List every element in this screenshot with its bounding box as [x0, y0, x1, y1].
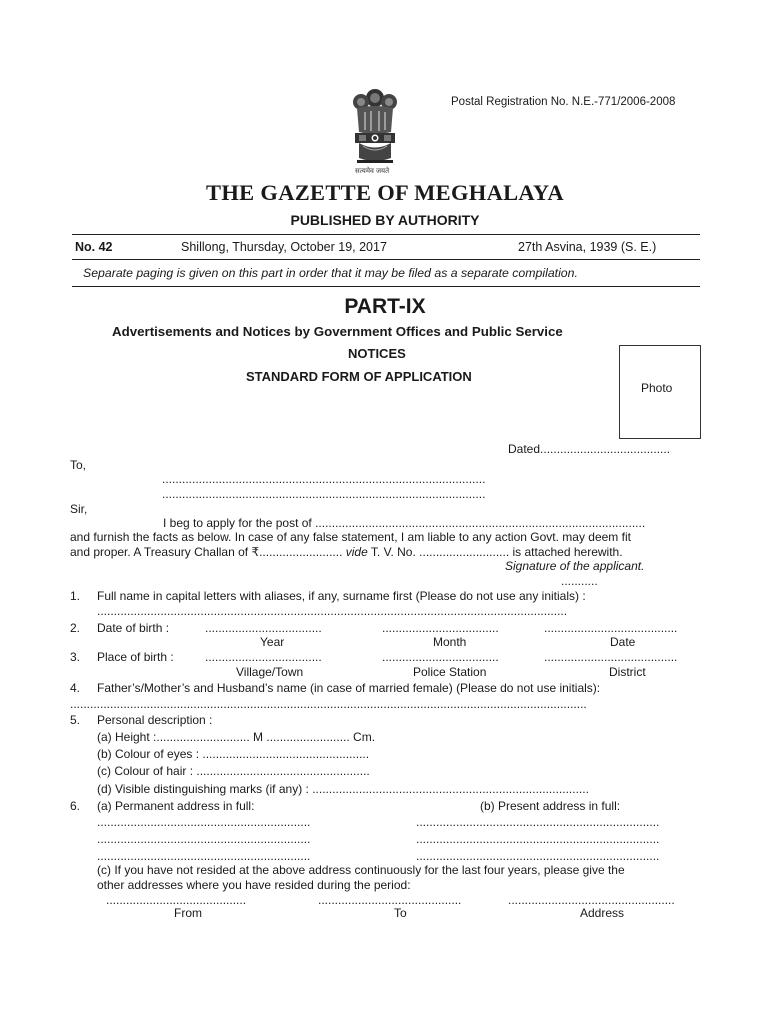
apply-line: I beg to apply for the post of ................................................................................................... [163, 516, 646, 530]
item-4-dots: ........................................................................................................................................................... [70, 697, 587, 711]
item-5-number: 5. [70, 713, 81, 727]
part-subtitle: Advertisements and Notices by Government Offices and Public Service [112, 324, 563, 339]
form-title: STANDARD FORM OF APPLICATION [246, 369, 472, 384]
permanent-address-line-3: ................................................................ [97, 849, 311, 863]
item-2-year-dots: ................................... [205, 621, 322, 635]
address-line-1: ................................................................................................. [162, 472, 486, 486]
item-3-number: 3. [70, 650, 81, 664]
issue-saka-date: 27th Asvina, 1939 (S. E.) [518, 240, 657, 254]
item-6c-line-1: (c) If you have not resided at the above address continuously for the last four years, please give the [97, 863, 625, 877]
signature-dots: ........... [561, 574, 598, 588]
present-address-line-3: ......................................................................... [416, 849, 660, 863]
item-6c-to-label: To [394, 906, 407, 920]
challan-vide: vide [345, 545, 368, 559]
item-6-number: 6. [70, 799, 81, 813]
item-2-text: Date of birth : [97, 621, 170, 635]
item-1-text: Full name in capital letters with aliases, if any, surname first (Please do not use any initials) : [97, 589, 586, 603]
gazette-title: THE GAZETTE OF MEGHALAYA [206, 180, 564, 205]
item-6c-to-dots: ........................................... [318, 893, 462, 907]
item-6-present-label: (b) Present address in full: [480, 799, 621, 813]
present-address-line-1: ......................................................................... [416, 815, 660, 829]
item-6c-from-label: From [174, 906, 202, 920]
notices-heading: NOTICES [348, 346, 406, 361]
signature-label: Signature of the applicant. [505, 559, 645, 573]
header-rule-middle [72, 259, 700, 260]
item-4-text: Father’s/Mother’s and Husband’s name (in case of married female) (Please do not use initials): [97, 681, 601, 695]
item-3-village-label: Village/Town [236, 665, 304, 679]
challan-text-b: T. V. No. ........................... is attached herewith. [367, 545, 623, 559]
item-3-police-dots: ................................... [382, 650, 499, 664]
postal-registration: Postal Registration No. N.E.-771/2006-2008 [451, 96, 676, 108]
item-5-height: (a) Height :............................ M ......................... Cm. [97, 730, 376, 744]
item-3-police-label: Police Station [413, 665, 487, 679]
state-emblem [343, 86, 407, 178]
item-6-permanent-label: (a) Permanent address in full: [97, 799, 255, 813]
permanent-address-line-1: ................................................................ [97, 815, 311, 829]
item-2-month-dots: ................................... [382, 621, 499, 635]
part-title: PART-IX [344, 295, 426, 318]
header-rule-bottom [72, 286, 700, 287]
item-3-village-dots: ................................... [205, 650, 322, 664]
item-6c-address-label: Address [580, 906, 625, 920]
challan-line [70, 545, 623, 559]
photo-label: Photo [641, 381, 673, 395]
emblem-caption: सत्यमेव जयते [355, 168, 390, 175]
item-1-number: 1. [70, 589, 81, 603]
item-3-district-label: District [609, 665, 646, 679]
to-label: To, [70, 458, 87, 472]
item-3-district-dots: ........................................ [544, 650, 678, 664]
address-line-2: ................................................................................................. [162, 487, 486, 501]
dated-field: Dated....................................... [508, 442, 671, 456]
paging-note: Separate paging is given on this part in order that it may be filed as a separate compilation. [83, 266, 578, 280]
ashoka-emblem-icon [343, 86, 407, 178]
facts-line: and furnish the facts as below. In case of any false statement, I am liable to any action Govt. may deem fit [70, 530, 631, 544]
permanent-address-line-2: ................................................................ [97, 832, 311, 846]
challan-text-a: and proper. A Treasury Challan of ₹......................... [70, 545, 346, 559]
item-2-date-dots: ........................................ [544, 621, 678, 635]
sir-label: Sir, [70, 502, 88, 516]
header-rule-top [72, 234, 700, 235]
item-5-text: Personal description : [97, 713, 213, 727]
item-2-date-label: Date [610, 635, 636, 649]
item-3-text: Place of birth : [97, 650, 174, 664]
issue-place-date: Shillong, Thursday, October 19, 2017 [181, 240, 387, 254]
item-5-eyes: (b) Colour of eyes : .................................................. [97, 747, 370, 761]
item-2-year-label: Year [260, 635, 285, 649]
item-6c-line-2: other addresses where you have resided during the period: [97, 878, 411, 892]
item-6c-address-dots: .................................................. [508, 893, 675, 907]
published-by: PUBLISHED BY AUTHORITY [290, 212, 480, 228]
present-address-line-2: ......................................................................... [416, 832, 660, 846]
item-2-month-label: Month [433, 635, 467, 649]
item-4-number: 4. [70, 681, 81, 695]
item-1-dots: ............................................................................................................................................. [97, 604, 568, 618]
item-5-marks: (d) Visible distinguishing marks (if any) : ................................................................................... [97, 782, 589, 796]
item-6c-from-dots: .......................................... [106, 893, 247, 907]
item-5-hair: (c) Colour of hair : .................................................... [97, 764, 370, 778]
item-2-number: 2. [70, 621, 81, 635]
issue-number: No. 42 [75, 240, 113, 254]
